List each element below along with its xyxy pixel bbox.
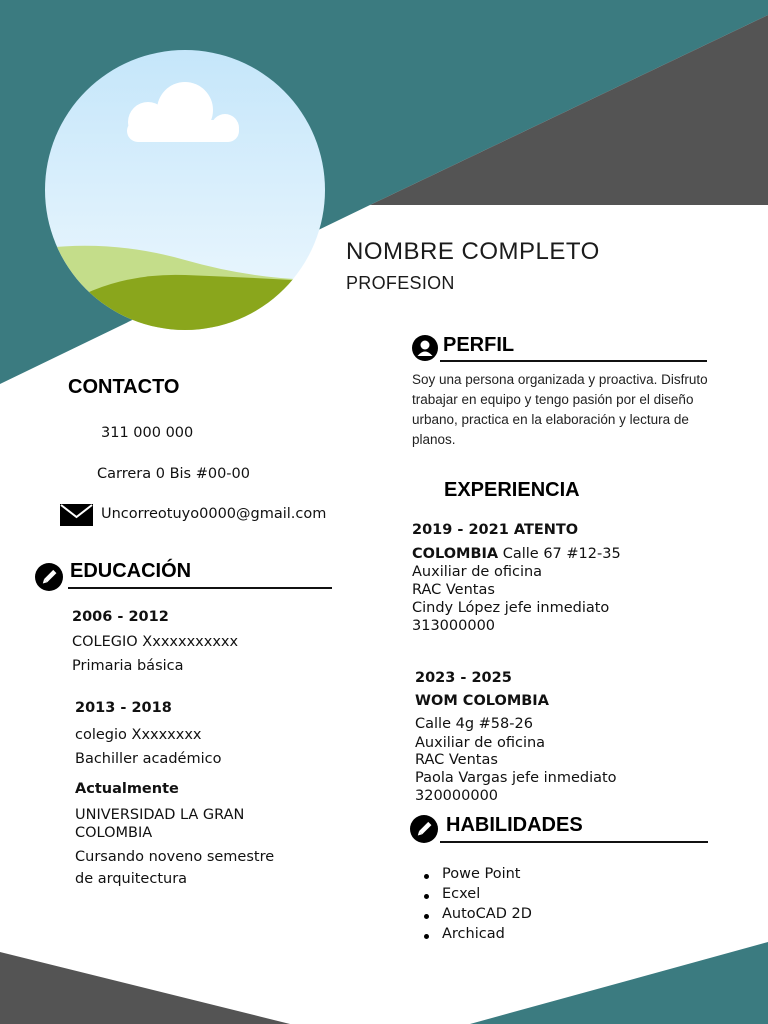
skill-item: Powe Point (422, 864, 532, 884)
education-degree-2: Bachiller académico (75, 751, 222, 767)
experience-dept-2: RAC Ventas (415, 752, 498, 768)
pencil-icon (410, 815, 438, 843)
skill-item: AutoCAD 2D (422, 904, 532, 924)
profile-photo (45, 50, 325, 330)
profile-icon (412, 335, 438, 361)
experience-company-1-address: Calle 67 #12-35 (498, 546, 621, 562)
envelope-icon (60, 504, 93, 526)
profession: PROFESION (346, 273, 455, 293)
education-degree-3-line1: Cursando noveno semestre (75, 849, 275, 865)
profile-text: Soy una persona organizada y proactiva. Disfruto trabajar en equipo y tengo pasión por el diseño urbano, practica en la elaboración y lectura de planos. (412, 372, 708, 447)
profile-heading: PERFIL (443, 334, 515, 356)
skills-heading: HABILIDADES (446, 814, 583, 836)
teal-footer-shape (470, 942, 768, 1024)
experience-address-2: Calle 4g #58-26 (415, 716, 533, 732)
skills-list (422, 864, 532, 944)
education-school-3-line1: UNIVERSIDAD LA GRAN (75, 807, 245, 823)
experience-role-1: Auxiliar de oficina (412, 564, 543, 580)
education-years-2: 2013 - 2018 (75, 700, 172, 716)
experience-phone-2: 320000000 (415, 788, 499, 804)
full-name: NOMBRE COMPLETO (346, 238, 600, 265)
contact-heading: CONTACTO (68, 376, 180, 398)
profile-divider (440, 360, 707, 362)
contact-phone: 311 000 000 (101, 425, 194, 441)
education-years-3: Actualmente (75, 781, 179, 797)
experience-boss-1: Cindy López jefe inmediato (412, 600, 610, 616)
pencil-icon (35, 563, 63, 591)
experience-role-2: Auxiliar de oficina (415, 735, 546, 751)
education-school-2: colegio Xxxxxxxx (75, 727, 202, 743)
experience-boss-2: Paola Vargas jefe inmediato (415, 770, 617, 786)
skill-item: Ecxel (422, 884, 532, 904)
contact-email[interactable]: Uncorreotuyo0000@gmail.com (101, 506, 327, 522)
education-divider (68, 587, 332, 589)
contact-address: Carrera 0 Bis #00-00 (97, 466, 250, 482)
experience-phone-1: 313000000 (412, 618, 496, 634)
education-degree-3-line2: de arquitectura (75, 871, 188, 887)
experience-heading: EXPERIENCIA (444, 479, 580, 501)
education-degree-1: Primaria básica (72, 658, 184, 674)
education-school-1: COLEGIO Xxxxxxxxxxx (72, 634, 239, 650)
skill-item: Archicad (422, 924, 532, 944)
dark-footer-shape (0, 952, 290, 1024)
education-school-3-line2: COLOMBIA (75, 825, 153, 841)
experience-company-1-name: COLOMBIA (412, 546, 499, 562)
experience-title-1: 2019 - 2021 ATENTO (412, 522, 579, 538)
experience-company-2: WOM COLOMBIA (415, 693, 549, 709)
experience-dept-1: RAC Ventas (412, 582, 495, 598)
skills-divider (440, 841, 708, 843)
experience-years-2: 2023 - 2025 (415, 670, 512, 686)
experience-company-1 (412, 545, 621, 563)
education-years-1: 2006 - 2012 (72, 609, 169, 625)
education-heading: EDUCACIÓN (70, 560, 192, 582)
